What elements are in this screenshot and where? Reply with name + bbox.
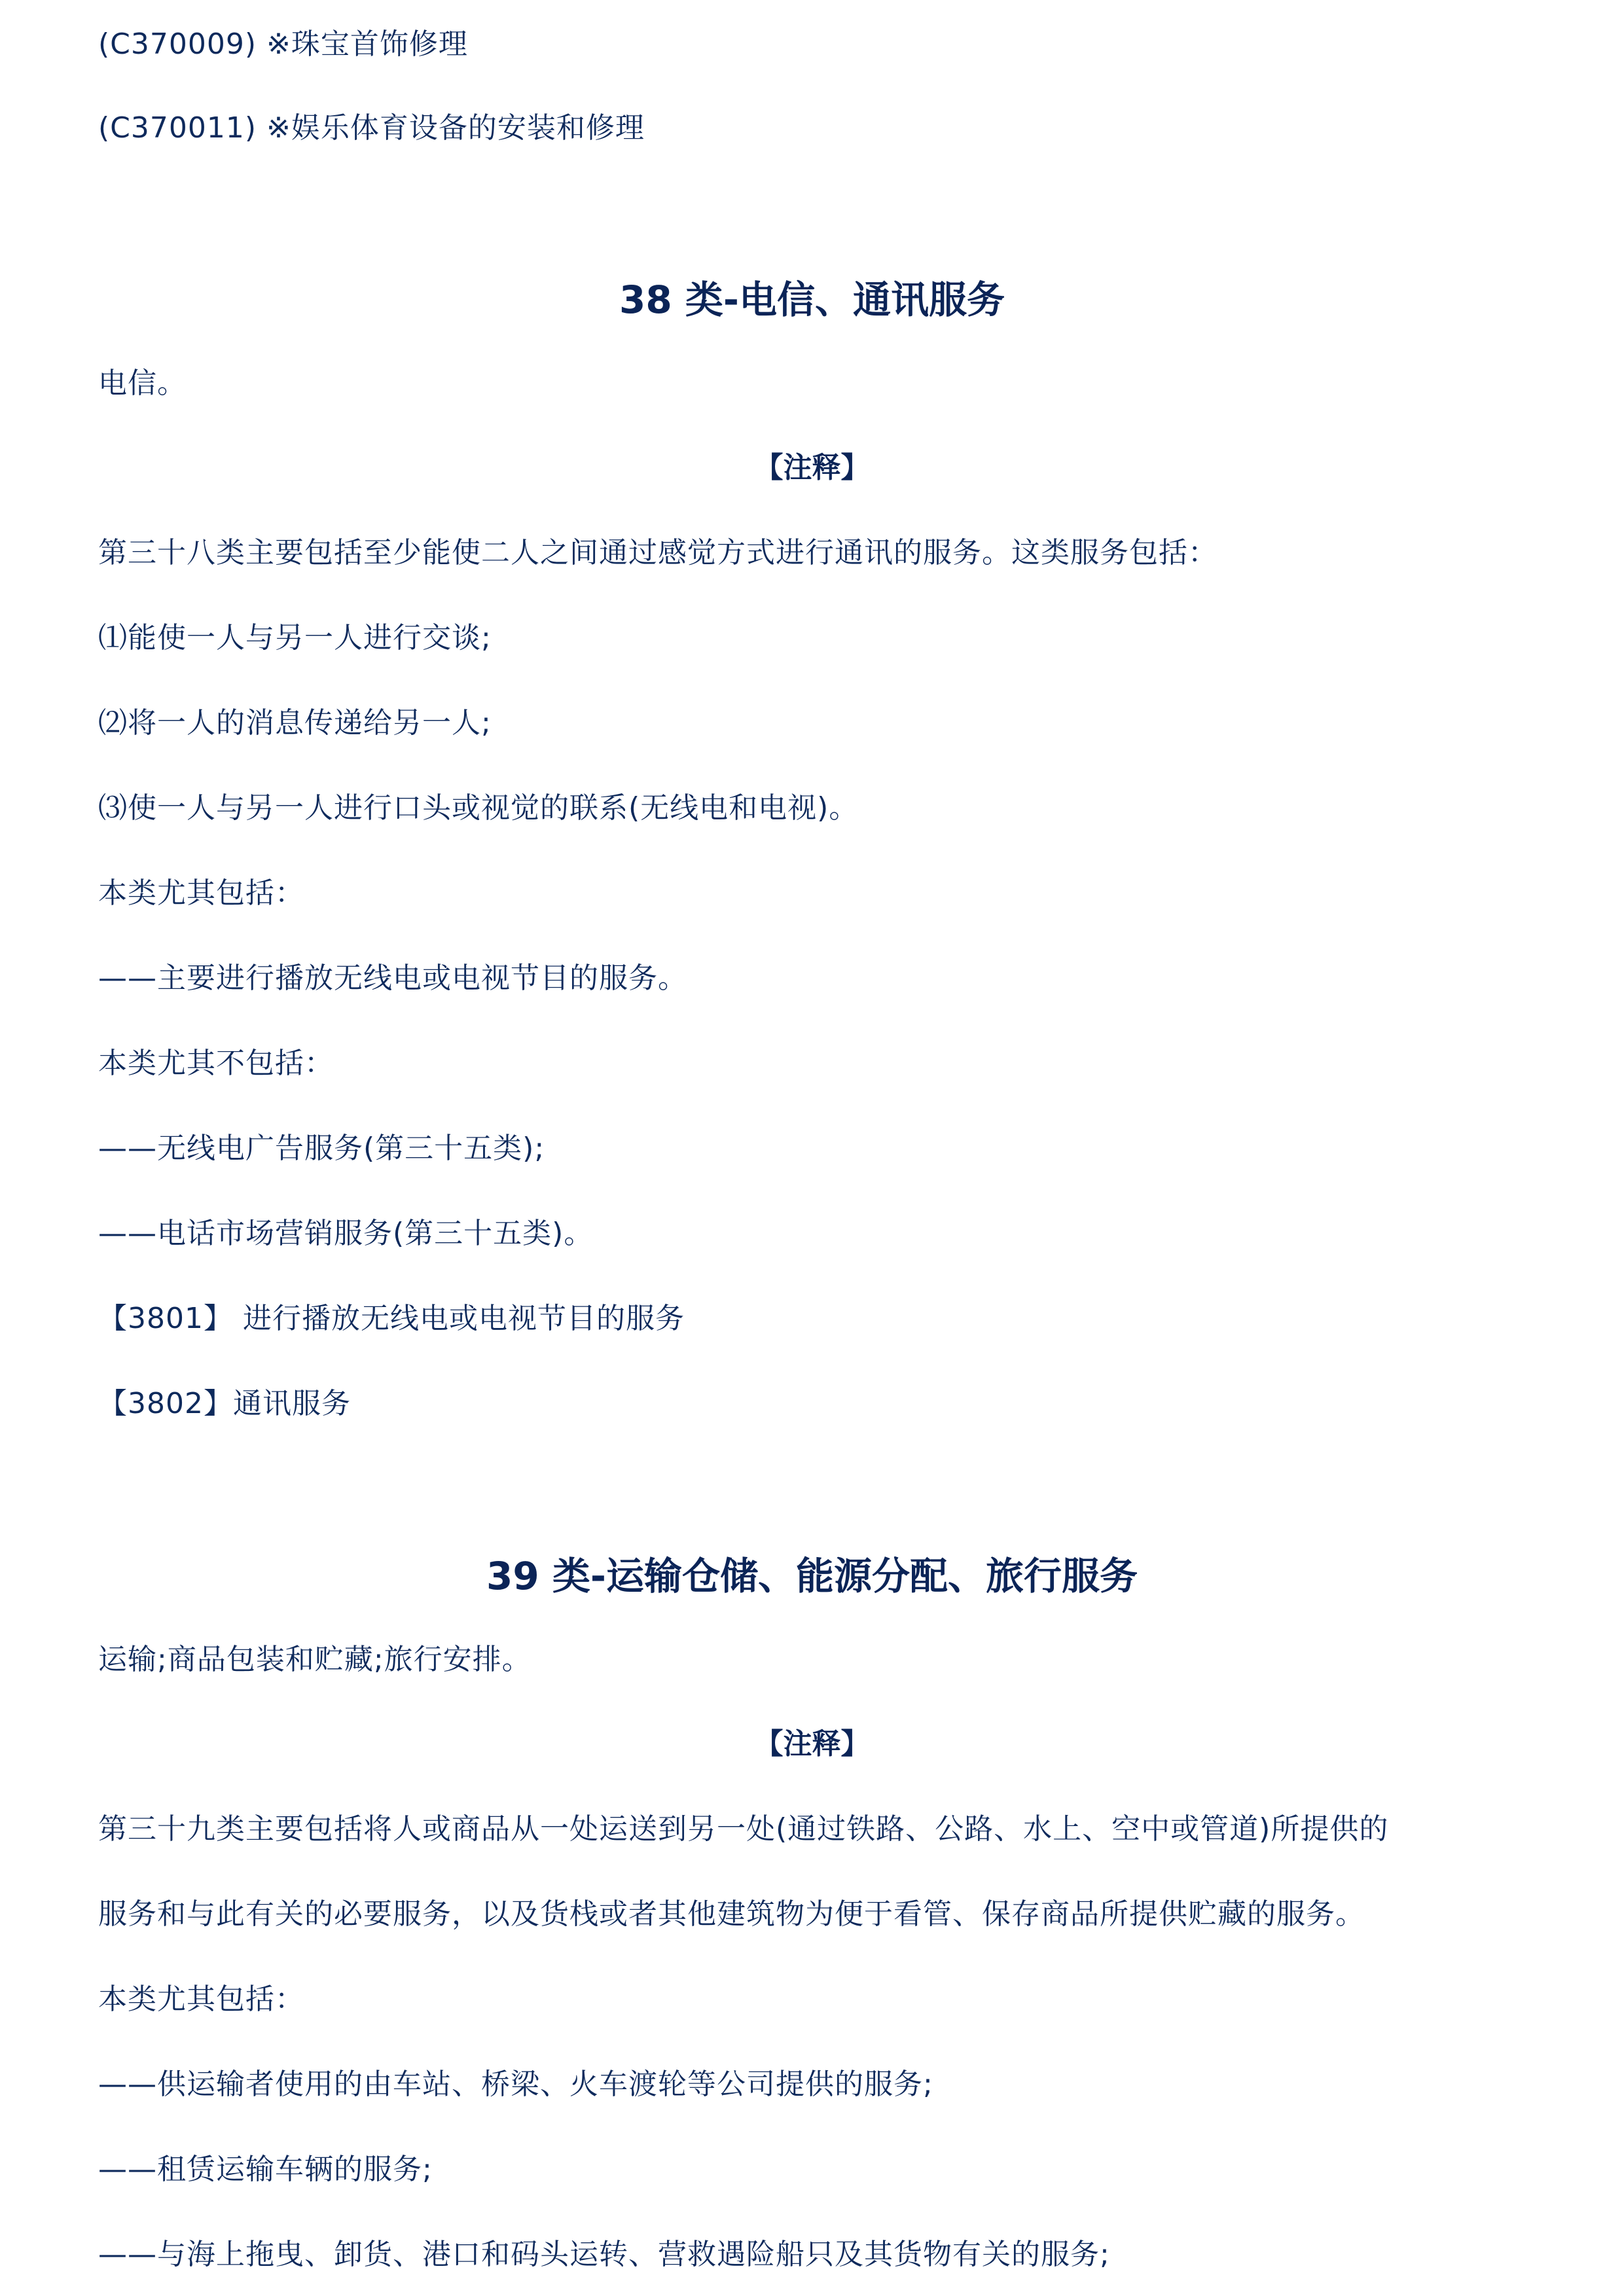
- class39-line: 第三十九类主要包括将人或商品从一处运送到另一处(通过铁路、公路、水上、空中或管道)所提供的: [98, 1812, 1389, 1846]
- class39-line: ——租赁运输车辆的服务;: [98, 2153, 433, 2186]
- class39-heading: 39 类-运输仓储、能源分配、旅行服务: [486, 1554, 1138, 1598]
- class39-summary: 运输;商品包装和贮藏;旅行安排。: [98, 1643, 532, 1676]
- class38-line: ⑵将一人的消息传递给另一人;: [98, 706, 492, 740]
- class38-line: ⑴能使一人与另一人进行交谈;: [98, 621, 492, 655]
- class38-note-heading: 【注释】: [754, 451, 870, 484]
- top-line-2: (C370011) ※娱乐体育设备的安装和修理: [98, 111, 645, 145]
- class39-line: ——与海上拖曳、卸货、港口和码头运转、营救遇险船只及其货物有关的服务;: [98, 2238, 1110, 2271]
- class38-line: ——电话市场营销服务(第三十五类)。: [98, 1217, 594, 1250]
- class38-heading: 38 类-电信、通讯服务: [619, 278, 1005, 322]
- class38-summary: 电信。: [98, 367, 187, 400]
- class39-line: ——供运输者使用的由车站、桥梁、火车渡轮等公司提供的服务;: [98, 2068, 933, 2101]
- class38-line: ——主要进行播放无线电或电视节目的服务。: [98, 961, 687, 995]
- class38-line: 本类尤其不包括：: [98, 1047, 334, 1080]
- class38-subclass-3802: 【3802】通讯服务: [98, 1387, 351, 1420]
- class38-line: 第三十八类主要包括至少能使二人之间通过感觉方式进行通讯的服务。这类服务包括：: [98, 536, 1218, 569]
- class39-note-heading: 【注释】: [754, 1727, 870, 1761]
- class39-line: 本类尤其包括：: [98, 1982, 304, 2016]
- top-line-1: (C370009) ※珠宝首饰修理: [98, 27, 468, 61]
- class38-subclass-3801: 【3801】 进行播放无线电或电视节目的服务: [98, 1302, 685, 1335]
- class39-line: 服务和与此有关的必要服务，以及货栈或者其他建筑物为便于看管、保存商品所提供贮藏的服务。: [98, 1897, 1365, 1931]
- class38-line: ⑶使一人与另一人进行口头或视觉的联系(无线电和电视)。: [98, 791, 859, 825]
- class38-line: ——无线电广告服务(第三十五类);: [98, 1132, 545, 1165]
- class38-line: 本类尤其包括：: [98, 876, 304, 910]
